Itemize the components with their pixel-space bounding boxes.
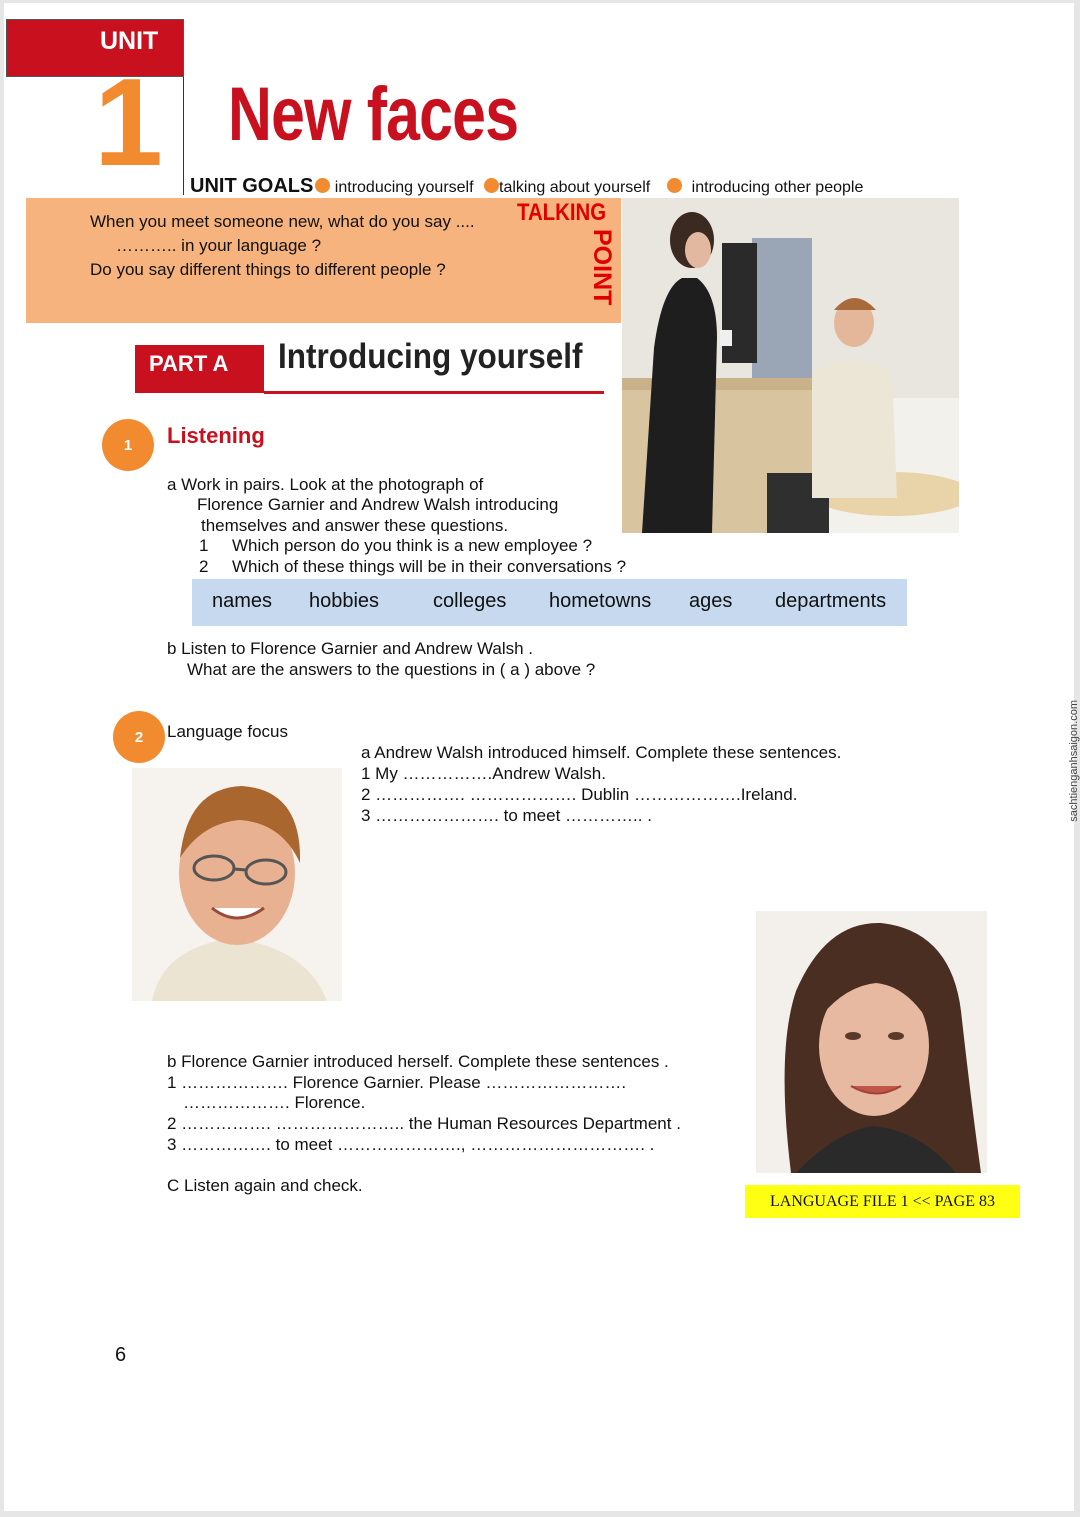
page-title: New faces: [228, 72, 519, 157]
talking-point-label: TALKING: [517, 199, 607, 226]
talking-point-line: When you meet someone new, what do you say ....: [90, 212, 475, 231]
question-number: 2: [199, 557, 209, 576]
talking-point-line: ……….. in your language ?: [116, 236, 322, 255]
topic-option: ages: [689, 590, 733, 612]
question-text: Which of these things will be in their conversations ?: [232, 557, 627, 576]
bullet-dot-icon: [484, 178, 499, 193]
exercise-b-line: What are the answers to the questions in ( a ) above ?: [187, 660, 596, 679]
exercise-b-line: 2 ……………. ………………….. the Human Resources Department .: [167, 1114, 681, 1133]
bullet-dot-icon: [315, 178, 330, 193]
part-title: Introducing yourself: [278, 337, 583, 376]
topic-option: hometowns: [549, 590, 652, 612]
part-title-underline: [264, 391, 604, 394]
language-file-reference: LANGUAGE FILE 1 << PAGE 83: [745, 1185, 1020, 1218]
unit-label: UNIT: [100, 27, 159, 55]
header-divider: [183, 77, 184, 195]
unit-goals: [190, 175, 863, 198]
topic-option: names: [212, 590, 273, 612]
florence-garnier-photo: [756, 911, 987, 1173]
topic-option: departments: [775, 590, 887, 612]
bullet-dot-icon: [667, 178, 682, 193]
exercise-b-line: 3 ……………. to meet …………………., …………………………. .: [167, 1135, 655, 1154]
question-text: Which person do you think is a new employee ?: [232, 536, 593, 555]
unit-goals-heading: UNIT GOALS: [190, 175, 314, 197]
exercise-c-line: C Listen again and check.: [167, 1176, 363, 1195]
page-number: 6: [115, 1344, 127, 1366]
exercise-b-line: 1 ………………. Florence Garnier. Please …………………….: [167, 1073, 627, 1092]
textbook-page: [4, 3, 1074, 1511]
exercise-b-line: ………………. Florence.: [183, 1093, 366, 1112]
office-photo: [622, 198, 959, 533]
talking-point-label-vertical: POINT: [588, 229, 616, 306]
unit-number: 1: [94, 54, 159, 192]
exercise-a-line: 2 ……………. ………………. Dublin ……………….Ireland.: [361, 785, 798, 804]
section-number-badge: 1: [102, 419, 154, 471]
topic-option: colleges: [433, 590, 507, 612]
andrew-walsh-photo: [132, 768, 342, 1001]
unit-goal: talking about yourself: [499, 179, 651, 196]
exercise-a-line: 1 My …………….Andrew Walsh.: [361, 764, 606, 783]
section-heading: Language focus: [167, 722, 288, 741]
exercise-a-line: 3 …………………. to meet ………….. .: [361, 806, 652, 825]
exercise-b-line: b Listen to Florence Garnier and Andrew Walsh .: [167, 639, 533, 658]
unit-goal: introducing yourself: [334, 179, 474, 196]
exercise-a-line: Florence Garnier and Andrew Walsh introducing: [197, 495, 559, 514]
exercise-a-line: themselves and answer these questions.: [201, 516, 509, 535]
exercise-a-line: a Work in pairs. Look at the photograph of: [167, 475, 484, 494]
side-credit: sachtienganhsaigon.com: [1068, 700, 1080, 822]
exercise-b-line: b Florence Garnier introduced herself. Complete these sentences .: [167, 1052, 669, 1071]
topic-option: hobbies: [309, 590, 380, 612]
part-label: PART A: [149, 351, 229, 376]
section-number-badge: 2: [113, 711, 165, 763]
question-number: 1: [199, 536, 209, 555]
section-heading: Listening: [167, 423, 265, 448]
talking-point-line: Do you say different things to different people ?: [90, 260, 446, 279]
unit-goal: introducing other people: [691, 179, 864, 196]
exercise-a-line: a Andrew Walsh introduced himself. Complete these sentences.: [361, 743, 842, 762]
